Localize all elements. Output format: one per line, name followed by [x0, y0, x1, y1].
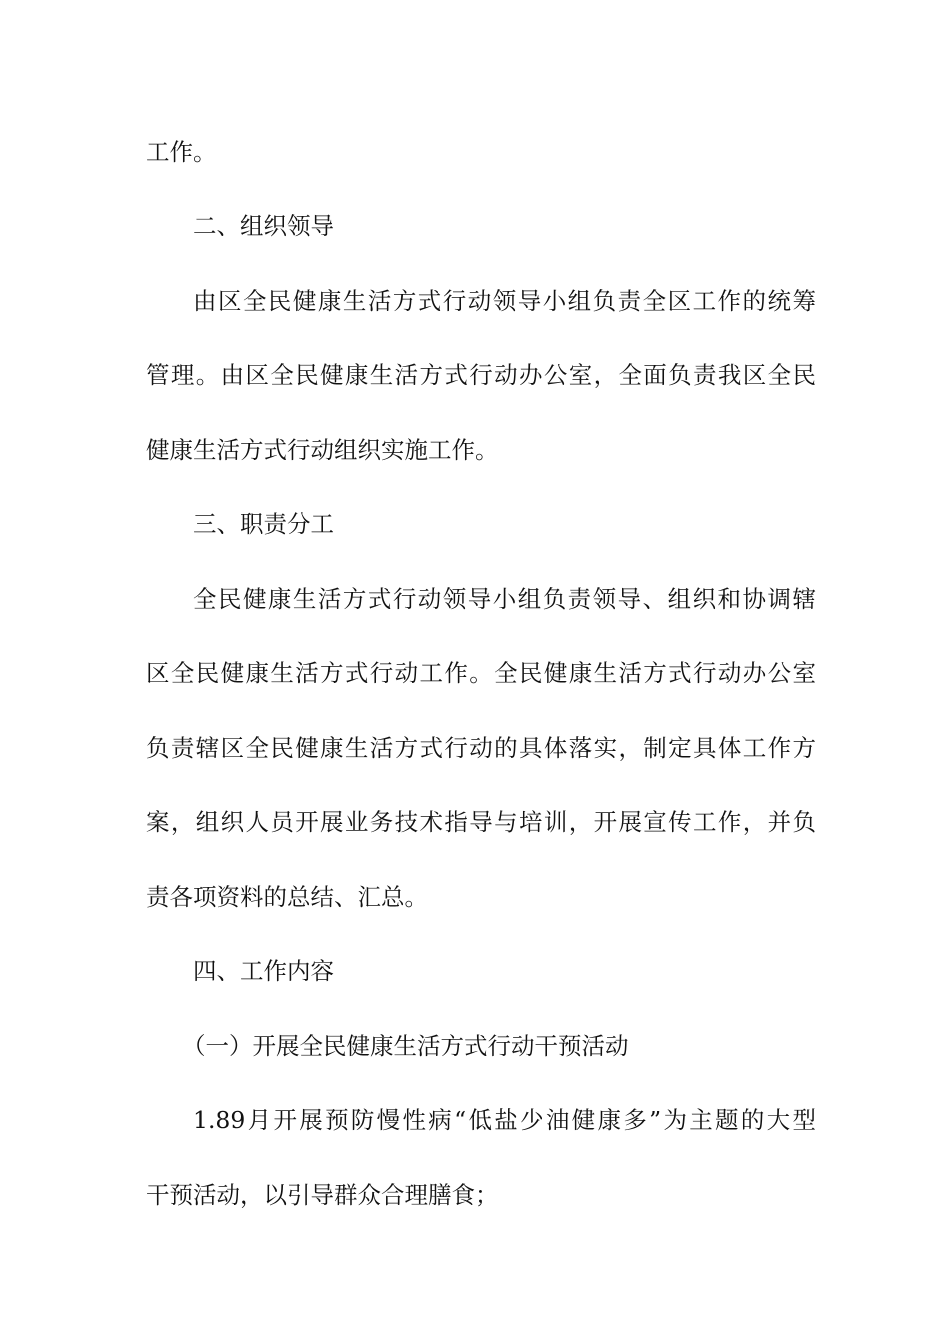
- paragraph-line: 健康生活方式行动组织实施工作。: [146, 436, 499, 464]
- paragraph-line: 案，组织人员开展业务技术指导与培训，开展宣传工作，并负: [146, 808, 816, 836]
- paragraph-line: 管理。由区全民健康生活方式行动办公室，全面负责我区全民: [146, 361, 816, 389]
- paragraph-line: 工作。: [146, 138, 217, 166]
- paragraph-line: 区全民健康生活方式行动工作。全民健康生活方式行动办公室: [146, 659, 816, 687]
- section-heading: 四、工作内容: [193, 957, 334, 985]
- section-heading: 二、组织领导: [193, 212, 334, 240]
- paragraph-line: 责各项资料的总结、汇总。: [146, 883, 428, 911]
- paragraph-line: 干预活动，以引导群众合理膳食；: [146, 1181, 499, 1209]
- paragraph-line: 由区全民健康生活方式行动领导小组负责全区工作的统筹: [193, 287, 816, 315]
- subsection-heading: （一）开展全民健康生活方式行动干预活动: [182, 1032, 629, 1060]
- paragraph-line: 全民健康生活方式行动领导小组负责领导、组织和协调辖: [193, 585, 816, 613]
- section-heading: 三、职责分工: [193, 510, 334, 538]
- paragraph-line: 1.89月开展预防慢性病“低盐少油健康多”为主题的大型: [193, 1106, 816, 1134]
- paragraph-line: 负责辖区全民健康生活方式行动的具体落实，制定具体工作方: [146, 734, 816, 762]
